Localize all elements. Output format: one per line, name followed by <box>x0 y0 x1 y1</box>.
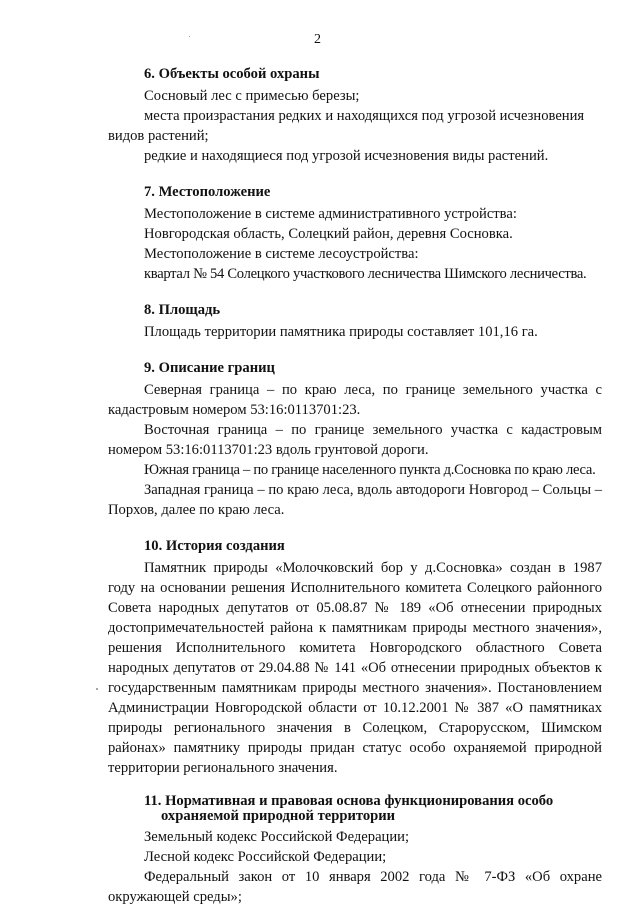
section-heading-line-2: охраняемой природной территории <box>161 808 396 824</box>
paragraph: Федеральный закон от 10 января 2002 года № 7-ФЗ «Об охране окружающей среды»; <box>108 869 602 905</box>
section-6-protected-objects <box>108 64 602 166</box>
scan-artifact <box>189 36 190 37</box>
paragraph: Земельный кодекс Российской Федерации; <box>144 829 410 845</box>
section-9-boundaries <box>108 358 602 520</box>
paragraph: Новгородская область, Солецкий район, деревня Сосновка. <box>144 226 513 242</box>
page-number: 2 <box>314 32 321 47</box>
document-body <box>108 64 602 923</box>
section-8-area <box>108 300 602 342</box>
section-heading: 9. Описание границ <box>144 360 275 376</box>
paragraph: квартал № 54 Солецкого участкового лесничества Шимского лесничества. <box>144 266 587 282</box>
section-heading: 8. Площадь <box>144 302 221 318</box>
paragraph: Памятник природы «Молочковский бор у д.Сосновка» создан в 1987 году на основании решения Исполнительного комитета Солецкого районного Совета народных депутатов от 05.08.87 № 189 «Об отнесении природных достопримечательностей района к памятникам природы местного значения», решения Исполнительного комитета Новгородского областного Совета народных депутатов от 29.04.88 № 141 «Об отнесении природных объектов к государственным памятникам природы местного значения». Постановлением Администрации Новгородской области от 10.12.2001 № 387 «О памятниках природы регионального значения в Солецком, Старорусском, Шимском районах» памятнику природы придан статус особо охраняемой природной территории регионального значения. <box>108 560 602 776</box>
paragraph: Местоположение в системе административного устройства: <box>144 206 517 222</box>
paragraph: Площадь территории памятника природы составляет 101,16 га. <box>144 324 538 340</box>
paragraph: Северная граница – по краю леса, по границе земельного участка с кадастровым номером 53:16:0113701:23. <box>108 382 602 418</box>
paragraph: Лесной кодекс Российской Федерации; <box>144 849 387 865</box>
section-heading: 7. Местоположение <box>144 184 271 200</box>
section-heading: 6. Объекты особой охраны <box>144 66 320 82</box>
paragraph: Местоположение в системе лесоустройства: <box>144 246 419 262</box>
section-heading-line-1: 11. Нормативная и правовая основа функционирования особо <box>144 793 554 809</box>
section-11-legal-basis <box>108 794 602 907</box>
section-heading <box>108 794 602 824</box>
scan-artifact <box>96 688 98 690</box>
section-7-location <box>108 182 602 284</box>
paragraph: Западная граница – по краю леса, вдоль автодороги Новгород – Сольцы – Порхов, далее по краю леса. <box>108 482 602 518</box>
paragraph: Сосновый лес с примесью березы; <box>144 88 360 104</box>
paragraph: Южная граница – по границе населенного пункта д.Сосновка по краю леса. <box>144 462 596 478</box>
paragraph: Восточная граница – по границе земельного участка с кадастровым номером 53:16:0113701:23 вдоль грунтовой дороги. <box>108 422 602 458</box>
section-10-history <box>108 536 602 778</box>
paragraph: места произрастания редких и находящихся под угрозой исчезновения видов растений; <box>108 108 585 144</box>
paragraph: редкие и находящиеся под угрозой исчезновения виды растений. <box>144 148 549 164</box>
section-heading: 10. История создания <box>144 538 285 554</box>
